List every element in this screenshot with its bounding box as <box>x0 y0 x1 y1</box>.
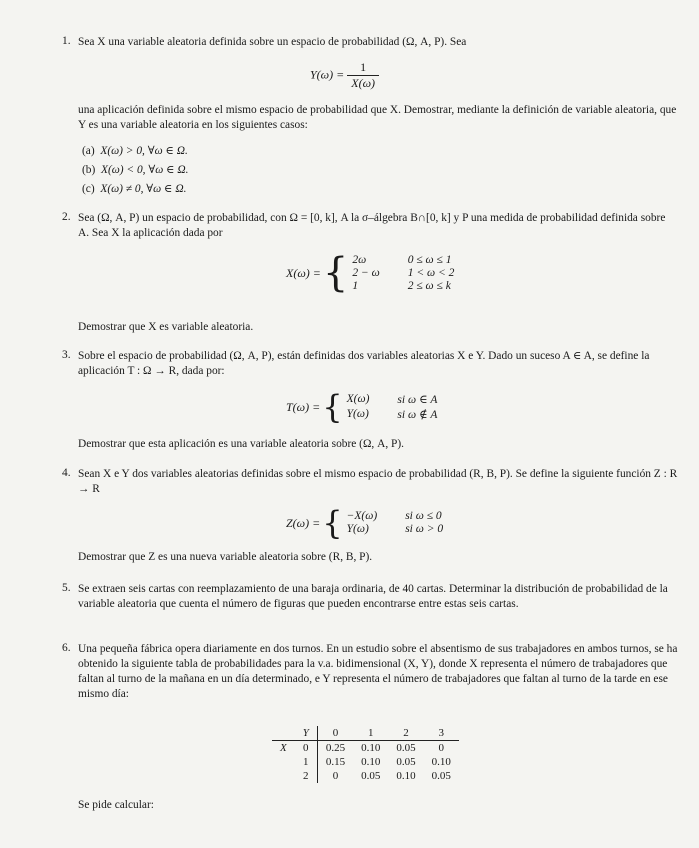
table-cell: 0 <box>332 770 339 782</box>
piecewise-row: 2ω 0 ≤ ω ≤ 1 <box>352 253 452 266</box>
table-cell: 0 <box>438 742 444 754</box>
problem-4-number: 4. <box>62 467 71 479</box>
piecewise-table <box>352 254 464 293</box>
y-label: Y <box>295 726 318 741</box>
table-row <box>272 755 459 769</box>
problem-6-number: 6. <box>62 642 71 654</box>
problem-1-case-c <box>82 182 186 197</box>
piecewise-table <box>347 392 448 422</box>
table-row <box>272 769 459 783</box>
x-value: 2 <box>295 769 318 783</box>
piecewise-row: Y(ω) si ω > 0 <box>346 523 444 535</box>
table-cell: 0.15 <box>325 756 346 768</box>
table-cell: 0.05 <box>396 742 416 754</box>
x-value: 0 <box>295 741 318 756</box>
problem-1-intro: Sea X una variable aleatoria definida sobre un espacio de probabilidad (Ω, A, P). Sea <box>78 36 467 48</box>
case-label: (a) <box>82 145 95 157</box>
left-brace: { <box>322 250 349 296</box>
problem-3-number: 3. <box>62 349 71 361</box>
piecewise-row: X(ω) si ω ∈ A <box>346 393 438 406</box>
table-cell: 0.05 <box>431 770 451 782</box>
table-header-row <box>272 726 459 741</box>
left-brace: { <box>322 388 343 426</box>
problem-6-text: Una pequeña fábrica opera diariamente en dos turnos. En un estudio sobre el absentismo de sus trabajadores en ambos turnos, se ha obtenido la siguiente tabla de probabilidades para la v.a. bidimensional (X, Y), donde X representa el número de trabajadores que faltan al turno de la mañana en un día determinado, e Y representa el número de trabajadores que faltan al turno de la tarde en ese mismo día: <box>78 643 678 700</box>
case-text: X(ω) < 0, ∀ω ∈ Ω. <box>101 164 189 176</box>
problem-6-footer: Se pide calcular: <box>78 799 154 811</box>
problem-3-intro: Sobre el espacio de probabilidad (Ω, A, P), están definidas dos variables aleatorias X e Y. Dado un suceso A ∈ A, se define la aplicación T : Ω → R, dada por: <box>78 350 650 377</box>
piecewise-row: Y(ω) si ω ∉ A <box>346 408 438 421</box>
problem-4-intro: Sean X e Y dos variables aleatorias definidas sobre el mismo espacio de probabilidad (R, B, P). Se define la siguiente función Z : R → R <box>78 468 678 495</box>
problem-2-intro: Sea (Ω, A, P) un espacio de probabilidad, con Ω = [0, k], A la σ–álgebra B∩[0, k] y P una medida de probabilidad definida sobre A. Sea X la aplicación dada por <box>78 212 666 239</box>
problem-5-number: 5. <box>62 582 71 594</box>
problem-5-text: Se extraen seis cartas con reemplazamiento de una baraja ordinaria, de 40 cartas. Determinar la distribución de probabilidad de la variable aleatoria que cuenta el número de figuras que pueden encontrarse entre estas seis cartas. <box>78 583 668 610</box>
y-value: 0 <box>317 726 353 741</box>
formula-fraction <box>347 60 379 91</box>
piecewise-table <box>347 510 454 536</box>
table-cell: 0.05 <box>396 756 416 768</box>
case-text: X(ω) ≠ 0, ∀ω ∈ Ω. <box>100 183 187 195</box>
y-value: 1 <box>353 726 388 741</box>
table-row <box>272 741 459 756</box>
x-label: X <box>280 742 287 754</box>
formula-lhs: Y(ω) = <box>310 67 345 82</box>
problem-1-case-a <box>82 144 188 159</box>
problem-2-piecewise <box>286 250 464 296</box>
probability-table <box>272 726 459 783</box>
problem-3-conclusion: Demostrar que esta aplicación es una variable aleatoria sobre (Ω, A, P). <box>78 438 405 450</box>
case-label: (c) <box>82 183 95 195</box>
problem-1-body: una aplicación definida sobre el mismo espacio de probabilidad que X. Demostrar, mediante la definición de variable aleatoria, que Y es una variable aleatoria en los siguientes casos: <box>78 104 677 131</box>
table-cell: 0.10 <box>361 742 381 754</box>
formula-denominator: X(ω) <box>351 76 376 90</box>
problem-4-conclusion: Demostrar que Z es una nueva variable aleatoria sobre (R, B, P). <box>78 551 373 563</box>
case-text: X(ω) > 0, ∀ω ∈ Ω. <box>100 145 188 157</box>
table-cell: 0.10 <box>396 770 416 782</box>
formula-numerator: 1 <box>347 60 379 76</box>
y-value: 3 <box>424 726 459 741</box>
y-value: 2 <box>388 726 423 741</box>
table-cell: 0.05 <box>361 770 381 782</box>
problem-1-formula <box>310 60 379 91</box>
case-label: (b) <box>82 164 96 176</box>
problem-4-piecewise <box>286 504 453 542</box>
problem-3-piecewise <box>286 388 447 426</box>
problem-2-conclusion: Demostrar que X es variable aleatoria. <box>78 321 254 333</box>
table-cell: 0.10 <box>431 756 451 768</box>
table-cell: 0.10 <box>361 756 381 768</box>
piecewise-lhs: Z(ω) = <box>286 515 321 530</box>
piecewise-row: −X(ω) si ω ≤ 0 <box>346 510 442 522</box>
piecewise-lhs: T(ω) = <box>286 399 321 414</box>
x-value: 1 <box>295 755 318 769</box>
piecewise-lhs: X(ω) = <box>286 265 321 280</box>
problem-2-number: 2. <box>62 211 71 223</box>
piecewise-row: 1 2 ≤ ω ≤ k <box>352 279 451 292</box>
table-cell: 0.25 <box>325 742 346 754</box>
problem-1-case-b <box>82 163 189 178</box>
left-brace: { <box>322 504 343 542</box>
piecewise-row: 2 − ω 1 < ω < 2 <box>352 266 455 279</box>
problem-1-number: 1. <box>62 35 71 47</box>
